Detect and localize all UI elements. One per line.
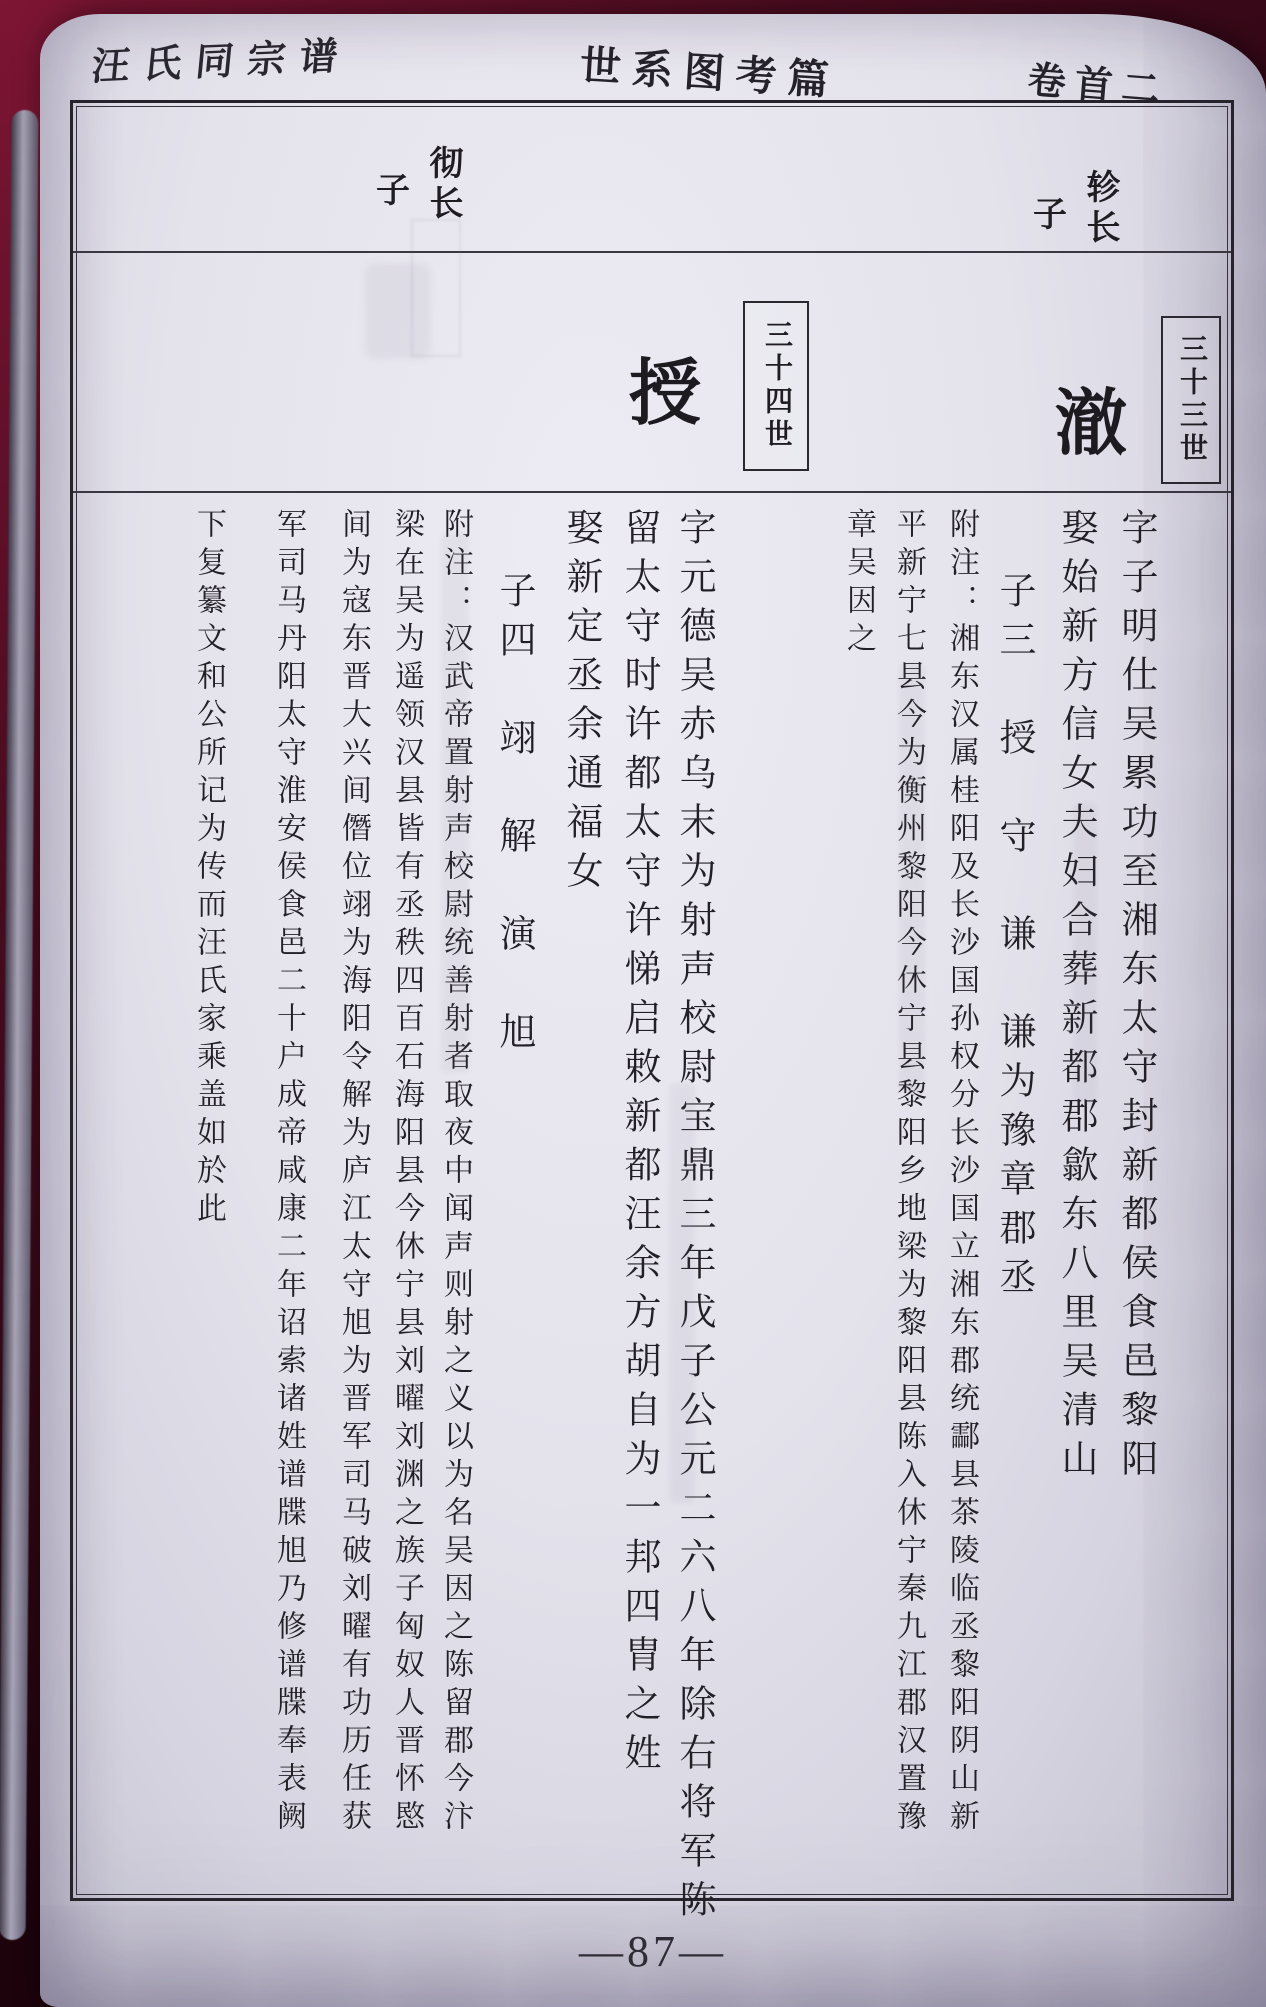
ancestor-name-gen34: 授	[629, 354, 702, 434]
parent-link-gen34	[376, 145, 462, 225]
volume-label: 卷首二	[1026, 59, 1171, 113]
page-number: —87—	[579, 1927, 727, 1976]
annotation-column: 军司马丹阳太守淮安侯食邑二十户成帝咸康二年诏索诸姓谱牒旭乃修谱牒奉表阙	[272, 508, 305, 1838]
bleed-through-ghost	[365, 263, 431, 359]
lineage-chart-frame	[70, 100, 1234, 1929]
annotation-column: 间为寇东晋大兴间僭位翊为海阳令解为庐江太守旭为晋军司马破刘曜有功历任获	[337, 508, 370, 1838]
generation-label-gen34: 三十四世	[743, 301, 809, 471]
annotation-column: 梁在吴为遥领汉县皆有丞秩四百石海阳县今休宁县刘曜刘渊之族子匈奴人晋怀愍	[390, 508, 423, 1838]
parent-name: 轸长	[1081, 169, 1118, 249]
son-marker: 子	[376, 173, 410, 210]
ancestor-name-gen33: 澈	[1055, 384, 1128, 464]
adjacent-page-edge	[0, 110, 38, 1940]
annotation-column: 章吴因之	[842, 508, 875, 660]
son-marker: 子	[1033, 197, 1067, 234]
annotation-column: 平新宁七县今为衡州黎阳今休宁县黎阳乡地梁为黎阳县陈入休宁秦九江郡汉置豫	[892, 508, 925, 1838]
sons-column: 子四 翊 解 演 旭	[493, 571, 534, 1061]
divider-children-band	[73, 251, 1231, 253]
book-title: 汪氏同宗谱	[89, 35, 354, 89]
annotation-column: 下复纂文和公所记为传而汪氏家乘盖如於此	[192, 508, 225, 1230]
generation-label-gen33: 三十三世	[1161, 316, 1221, 484]
annotation-column: 附注：汉武帝置射声校尉统善射者取夜中闻声则射之义以为名吴因之陈留郡今汴	[439, 508, 472, 1838]
annotation-column: 附注：湘东汉属桂阳及长沙国孙权分长沙国立湘东郡统酃县茶陵临丞黎阳阴山新	[945, 508, 978, 1838]
section-title: 世系图考篇	[578, 42, 841, 104]
sons-column: 子三 授 守 谦 谦为豫章郡丞	[993, 571, 1034, 1306]
parent-link-gen33	[1033, 169, 1119, 249]
marriage-column: 娶始新方信女夫妇合葬新都郡歙东八里吴清山	[1055, 508, 1096, 1488]
biography-column: 留太守时许都太守许悌启敕新都汪余方胡自为一邦四胄之姓	[618, 508, 659, 1782]
biography-column: 字元德吴赤乌末为射声校尉宝鼎三年戊子公元二六八年除右将军陈	[673, 508, 714, 1929]
bleed-through-ghost	[411, 219, 461, 357]
marriage-column: 娶新定丞余通福女	[560, 508, 601, 900]
parent-name: 彻长	[424, 145, 461, 225]
genealogy-page	[40, 14, 1266, 2007]
divider-names-band	[73, 491, 1231, 493]
biography-column: 字子明仕吴累功至湘东太守封新都侯食邑黎阳	[1115, 508, 1156, 1488]
